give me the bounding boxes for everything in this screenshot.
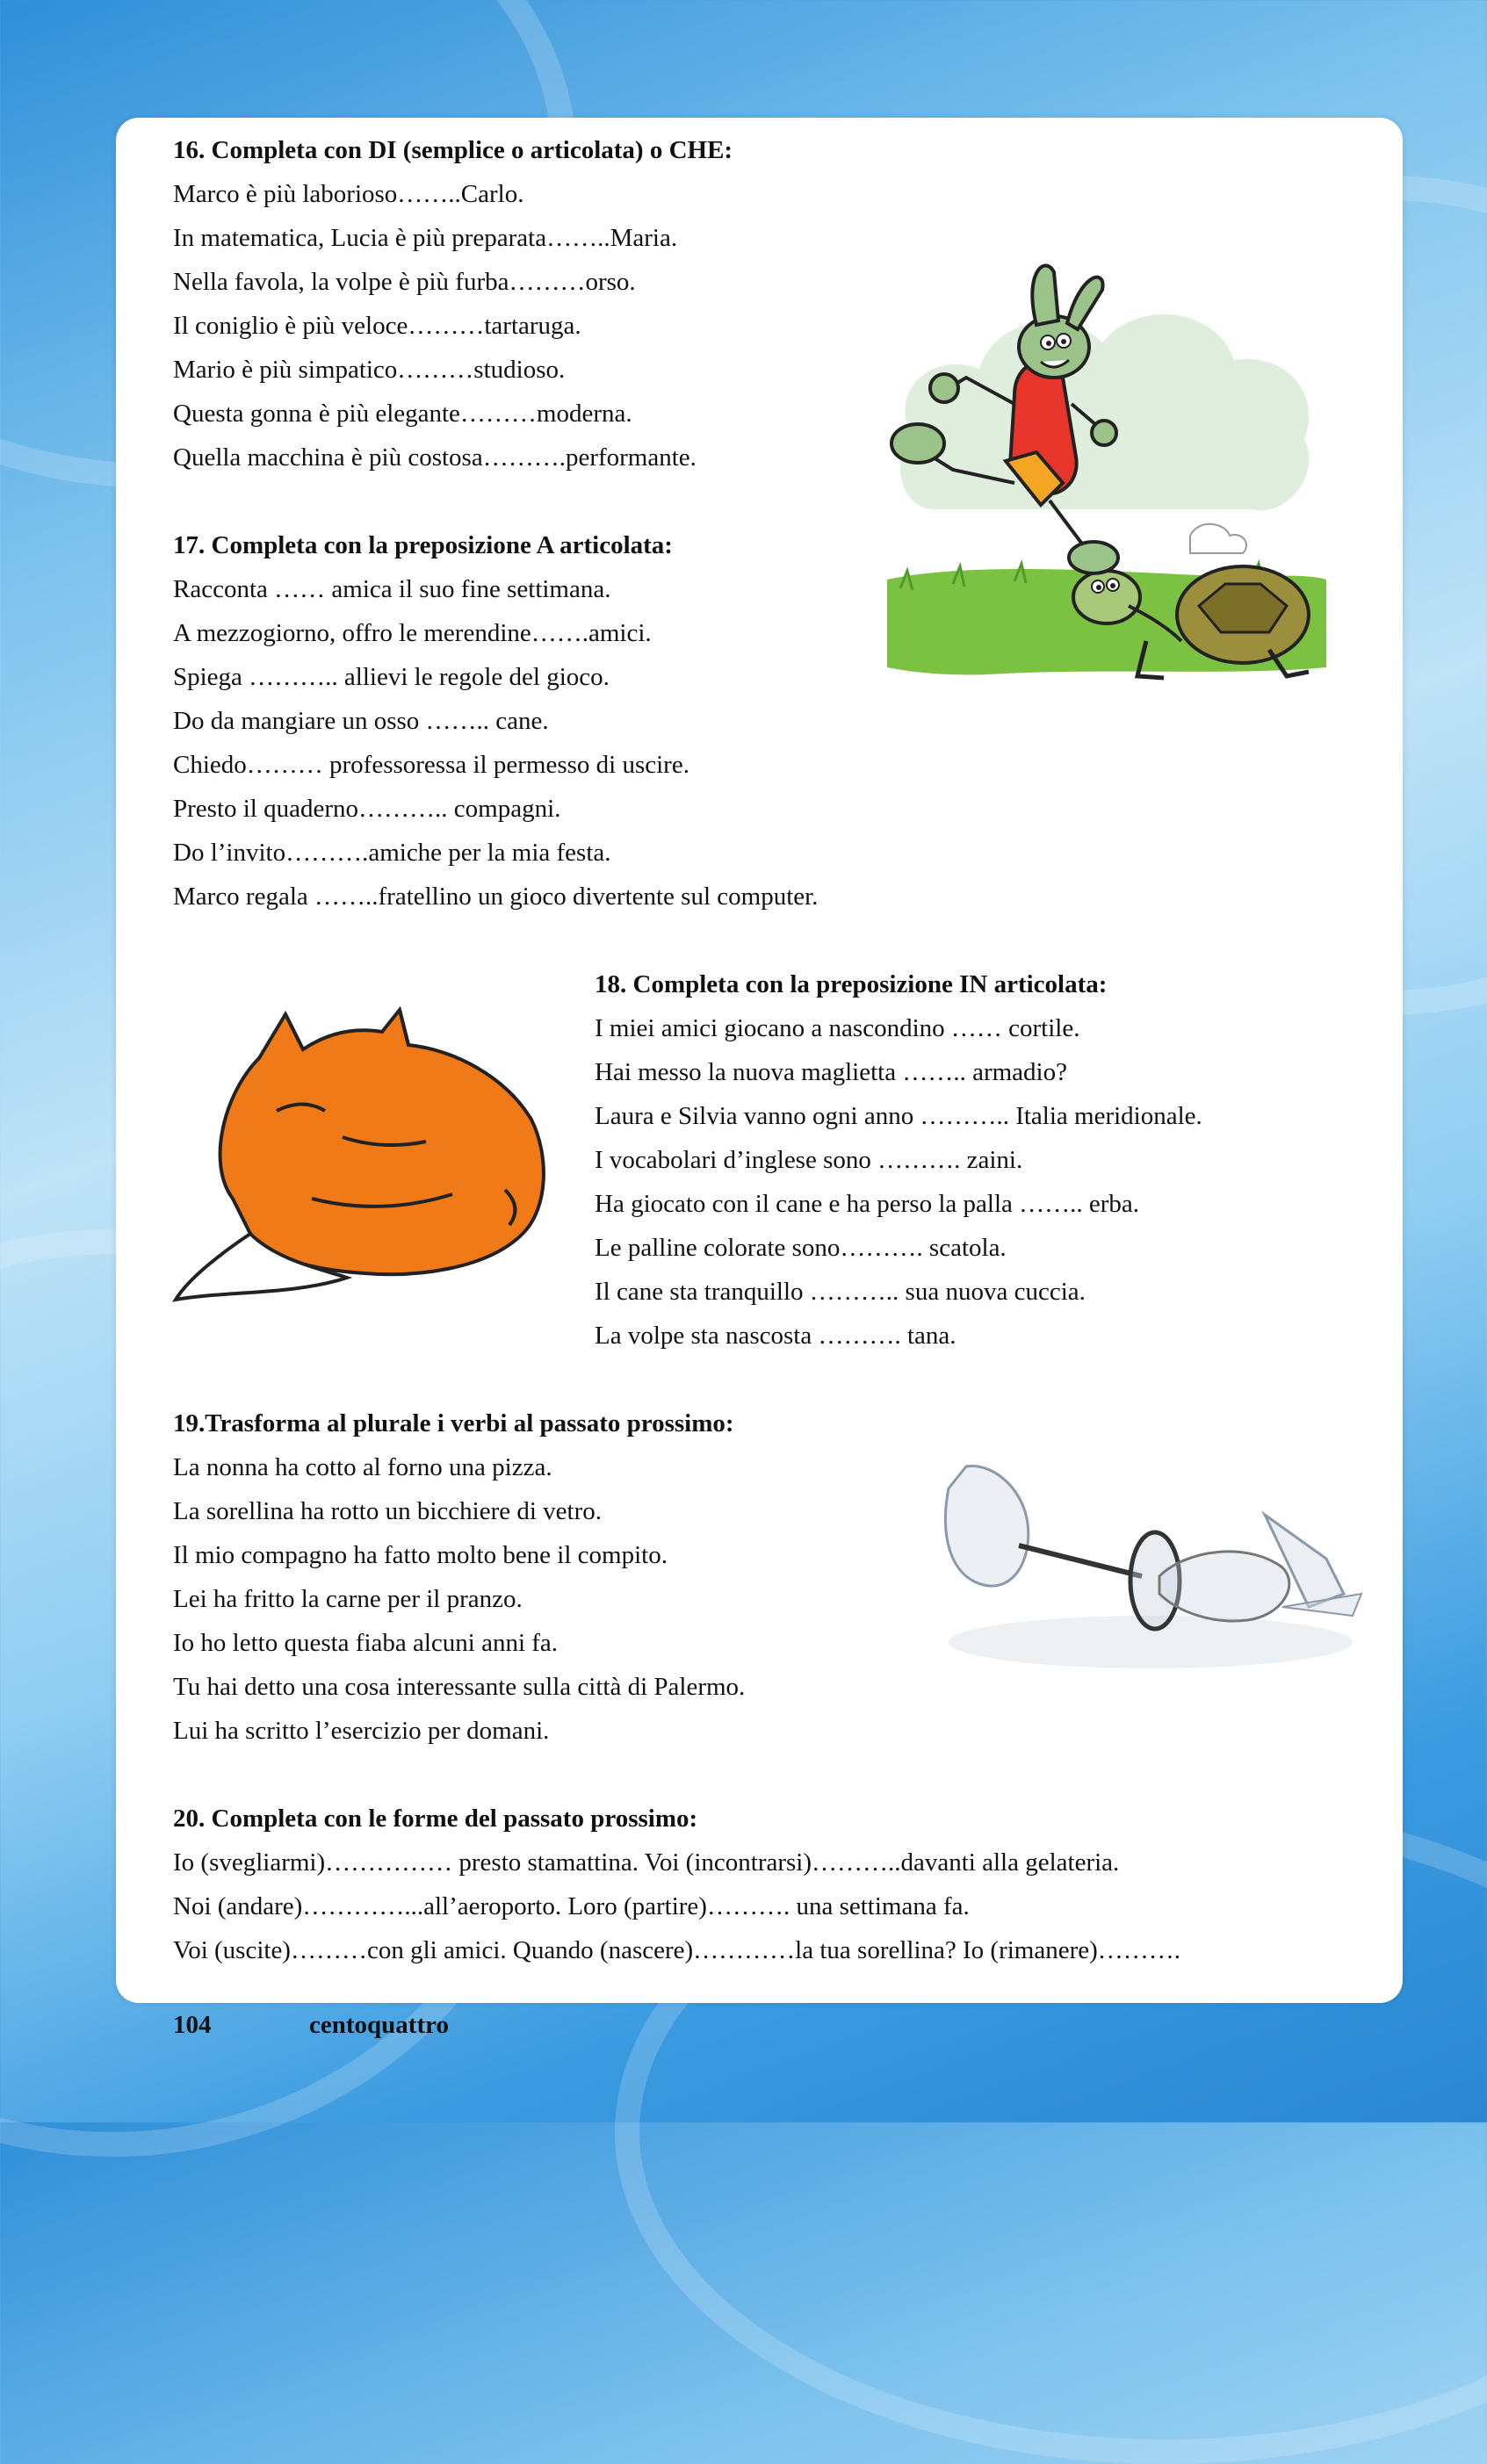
exercise-line: Mario è più simpatico………studioso. — [173, 356, 566, 384]
exercise-line: Racconta …… amica il suo fine settimana. — [173, 575, 611, 603]
exercise-17 — [173, 523, 964, 919]
exercise-line: Il coniglio è più veloce………tartaruga. — [173, 312, 581, 340]
exercise-line: Noi (andare)…………...all’aeroporto. Loro (partire)………. una settimana fa. — [173, 1892, 970, 1920]
exercise-line: Le palline colorate sono………. scatola. — [595, 1234, 1007, 1262]
exercise-line: I vocabolari d’inglese sono ………. zaini. — [595, 1146, 1023, 1174]
fox-illustration — [171, 997, 567, 1313]
page-number: 104 — [173, 2011, 212, 2039]
exercise-line: Io ho letto questa fiaba alcuni anni fa. — [173, 1629, 559, 1657]
exercise-18 — [595, 962, 1368, 1358]
exercise-16 — [173, 128, 964, 479]
exercise-title: 17. Completa con la preposizione A articolata: — [173, 531, 673, 559]
exercise-line: Questa gonna è più elegante………moderna. — [173, 400, 632, 428]
exercise-line: Laura e Silvia vanno ogni anno ……….. Italia meridionale. — [595, 1102, 1202, 1130]
exercise-line: Do l’invito……….amiche per la mia festa. — [173, 839, 611, 867]
exercise-title: 16. Completa con DI (semplice o articolata) o CHE: — [173, 136, 733, 164]
exercise-line: Spiega ……….. allievi le regole del gioco. — [173, 663, 610, 691]
exercise-line: Ha giocato con il cane e ha perso la palla …….. erba. — [595, 1190, 1140, 1218]
exercise-title: 19.Trasforma al plurale i verbi al passato prossimo: — [173, 1409, 734, 1437]
exercise-line: Quella macchina è più costosa……….performante. — [173, 443, 697, 472]
exercise-line: Il mio compagno ha fatto molto bene il compito. — [173, 1541, 668, 1569]
exercise-line: Hai messo la nuova maglietta …….. armadio? — [595, 1058, 1067, 1086]
exercise-line: Marco è più laborioso……..Carlo. — [173, 180, 524, 208]
exercise-20 — [173, 1797, 1394, 1972]
exercise-line: Lei ha fritto la carne per il pranzo. — [173, 1585, 523, 1613]
exercise-line: Nella favola, la volpe è più furba………orso. — [173, 268, 636, 296]
rabbit-tortoise-illustration — [883, 255, 1331, 707]
exercise-line: Marco regala ……..fratellino un gioco divertente sul computer. — [173, 883, 819, 911]
exercise-line: I miei amici giocano a nascondino …… cortile. — [595, 1014, 1080, 1042]
exercise-title: 18. Completa con la preposizione IN articolata: — [595, 970, 1108, 998]
exercise-line: Chiedo……… professoressa il permesso di uscire. — [173, 751, 689, 779]
exercise-line: A mezzogiorno, offro le merendine…….amici. — [173, 619, 652, 647]
exercise-line: Il cane sta tranquillo ……….. sua nuova cuccia. — [595, 1278, 1086, 1306]
exercise-line: Io (svegliarmi)…………… presto stamattina. Voi (incontrarsi)………..davanti alla gelateria. — [173, 1848, 1120, 1877]
exercise-line: In matematica, Lucia è più preparata……..Maria. — [173, 224, 678, 252]
broken-glass-illustration — [931, 1453, 1370, 1682]
exercise-19 — [173, 1401, 964, 1753]
exercise-line: Presto il quaderno……….. compagni. — [173, 795, 561, 823]
exercise-title: 20. Completa con le forme del passato prossimo: — [173, 1805, 698, 1833]
page-number-words: centoquattro — [309, 2011, 449, 2039]
exercise-line: Lui ha scritto l’esercizio per domani. — [173, 1717, 550, 1745]
exercise-line: La sorellina ha rotto un bicchiere di vetro. — [173, 1497, 602, 1525]
exercise-line: Do da mangiare un osso …….. cane. — [173, 707, 549, 735]
exercise-line: La nonna ha cotto al forno una pizza. — [173, 1453, 552, 1481]
exercise-line: Voi (uscite)………con gli amici. Quando (nascere)…………la tua sorellina? Io (rimanere)………. — [173, 1936, 1181, 1964]
exercise-line: Tu hai detto una cosa interessante sulla città di Palermo. — [173, 1673, 746, 1701]
exercise-line: La volpe sta nascosta ………. tana. — [595, 1322, 956, 1350]
